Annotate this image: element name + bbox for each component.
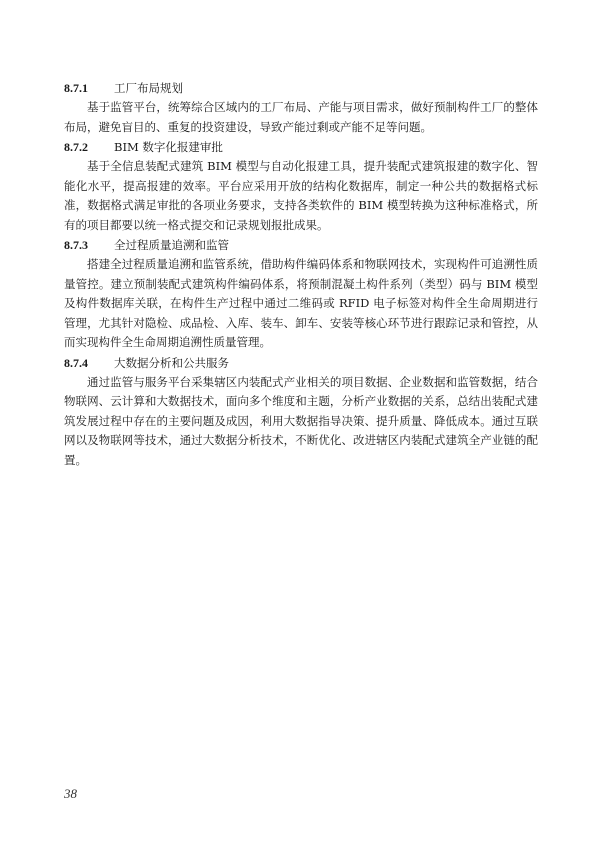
section-paragraph: 基于全信息装配式建筑 BIM 模型与自动化报建工具，提升装配式建筑报建的数字化、智能化水平，提高报建的效率。平台应采用开放的结构化数据库，制定一种公共的数据格式标准，数据格式满足审批的各项业务要求，支持各类软件的 BIM 模型转换为这种标准格式，所有的项目都要以统一格式提交和记录规划报批成果。 [64,159,538,232]
section-heading-8-7-2 [64,137,538,157]
section-paragraph: 基于监管平台，统筹综合区域内的工厂布局、产能与项目需求，做好预制构件工厂的整体布局，避免盲目的、重复的投资建设，导致产能过剩或产能不足等问题。 [64,100,538,134]
section-number: 8.7.2 [64,140,88,154]
section-number: 8.7.4 [64,355,88,370]
section-heading-8-7-4 [64,353,538,373]
page-number: 38 [64,786,77,801]
section-number: 8.7.1 [64,81,88,95]
section-title: BIM 数字化报建审批 [114,140,223,154]
section-paragraph: 通过监管与服务平台采集辖区内装配式产业相关的项目数据、企业数据和监管数据，结合物联网、云计算和大数据技术，面向多个维度和主题，分析产业数据的关系，总结出装配式建筑发展过程中存在的主要问题及成因，利用大数据指导决策、提升质量、降低成本。通过互联网以及物联网等技术，通过大数据分析技术，不断优化、改进辖区内装配式建筑全产业链的配置。 [64,374,538,467]
section-number: 8.7.3 [64,238,88,252]
section-paragraph: 搭建全过程质量追溯和监管系统，借助构件编码体系和物联网技术，实现构件可追溯性质量管控。建立预制装配式建筑构件编码体系，将预制混凝土构件系列（类型）码与 BIM 模型及构件数据库关联，在构件生产过程中通过二维码或 RFID 电子标签对构件全生命周期进行管理，尤其针对隐检、成品检、入库、装车、卸车、安装等核心环节进行跟踪记录和管控，从而实现构件全生命周期追溯性质量管理。 [64,257,538,349]
section-heading-8-7-1 [64,78,538,98]
page-content [64,78,538,470]
section-title: 工厂布局规划 [114,81,183,95]
section-title: 全过程质量追溯和监管 [114,238,229,252]
section-heading-8-7-3 [64,235,538,255]
section-title: 大数据分析和公共服务 [114,355,229,370]
